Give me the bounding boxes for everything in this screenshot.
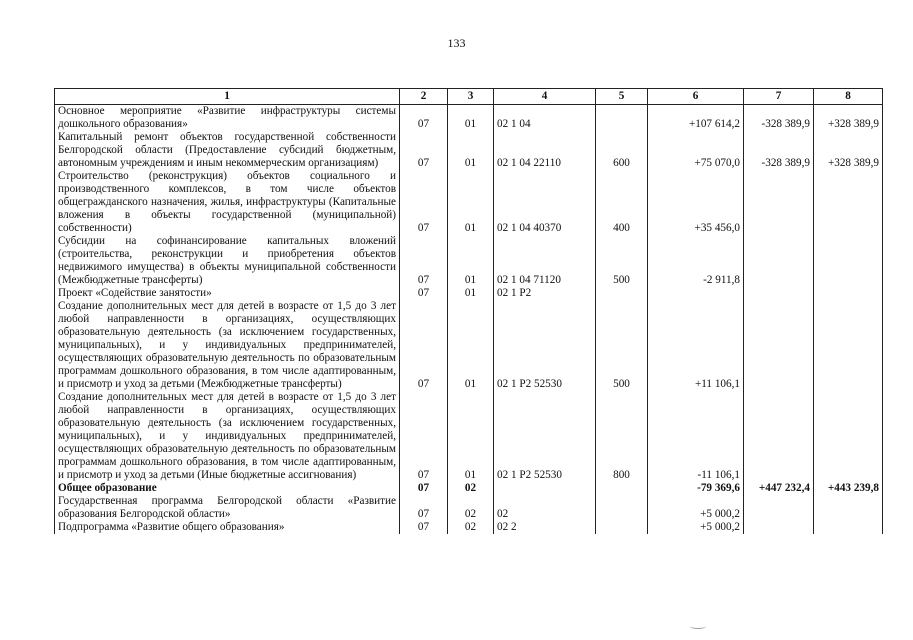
cell-target-article: 02 1 P2 52530 (494, 300, 596, 391)
table-row (55, 300, 883, 391)
cell-description: Субсидии на софинансирование капитальных вложений (строительства, реконструкции и приобретения объектов недвижимого имущества) в объекты муниципальной собственности (Межбюджетные трансферты) (55, 235, 400, 287)
cell-target-article: 02 1 04 40370 (494, 170, 596, 235)
cell-expense-type (596, 287, 648, 300)
cell-expense-type: 800 (596, 391, 648, 482)
cell-amount-col7 (744, 300, 814, 391)
cell-description: Строительство (реконструкция) объектов социального и производственного комплексов, в том числе объектов общегражданского назначения, жилья, инфраструктуры (Капитальные вложения в объекты государственной (муниципальной) собственности) (55, 170, 400, 235)
cell-subsection: 01 (448, 170, 494, 235)
cell-subsection: 01 (448, 287, 494, 300)
cell-amount-col6: +5 000,2 (648, 495, 744, 521)
cell-target-article (494, 482, 596, 495)
cell-expense-type (596, 105, 648, 132)
cell-subsection: 01 (448, 300, 494, 391)
cell-expense-type (596, 521, 648, 534)
cell-amount-col8 (814, 521, 883, 534)
cell-section: 07 (400, 482, 448, 495)
cell-description: Основное мероприятие «Развитие инфраструктуры системы дошкольного образования» (55, 105, 400, 132)
cell-section: 07 (400, 391, 448, 482)
cell-amount-col7 (744, 235, 814, 287)
cell-amount-col6: +107 614,2 (648, 105, 744, 132)
table-row (55, 495, 883, 521)
cell-description: Подпрограмма «Развитие общего образования» (55, 521, 400, 534)
header-col-5: 5 (596, 89, 648, 105)
cell-amount-col8 (814, 391, 883, 482)
cell-amount-col7: -328 389,9 (744, 105, 814, 132)
cell-target-article: 02 2 (494, 521, 596, 534)
cell-subsection: 02 (448, 521, 494, 534)
pen-mark (690, 624, 706, 629)
cell-section: 07 (400, 131, 448, 170)
cell-amount-col7 (744, 495, 814, 521)
cell-expense-type (596, 495, 648, 521)
cell-amount-col8 (814, 170, 883, 235)
cell-amount-col7: +447 232,4 (744, 482, 814, 495)
cell-subsection: 01 (448, 131, 494, 170)
table-row (55, 131, 883, 170)
cell-amount-col7 (744, 287, 814, 300)
cell-description: Создание дополнительных мест для детей в возрасте от 1,5 до 3 лет любой направленности в организациях, осуществляющих образовательную деятельность (за исключением государственных, муниципальных), и у индивидуальных предпринимателей, осуществляющих образовательную деятельность по образовательным программам дошкольного образования, в том числе адаптированным, и присмотр и уход за детьми (Иные бюджетные ассигнования) (55, 391, 400, 482)
cell-amount-col8: +328 389,9 (814, 105, 883, 132)
cell-amount-col7: -328 389,9 (744, 131, 814, 170)
cell-amount-col7 (744, 521, 814, 534)
table-row (55, 105, 883, 132)
cell-subsection: 02 (448, 495, 494, 521)
cell-description: Создание дополнительных мест для детей в возрасте от 1,5 до 3 лет любой направленности в организациях, осуществляющих образовательную деятельность (за исключением государственных, муниципальных), и у индивидуальных предпринимателей, осуществляющих образовательную деятельность по образовательным программам дошкольного образования, в том числе адаптированным, и присмотр и уход за детьми (Межбюджетные трансферты) (55, 300, 400, 391)
header-col-4: 4 (494, 89, 596, 105)
cell-amount-col8: +328 389,9 (814, 131, 883, 170)
cell-amount-col6: -11 106,1 (648, 391, 744, 482)
cell-amount-col6: +75 070,0 (648, 131, 744, 170)
cell-target-article: 02 1 P2 52530 (494, 391, 596, 482)
table-row (55, 170, 883, 235)
cell-amount-col8: +443 239,8 (814, 482, 883, 495)
cell-subsection: 01 (448, 391, 494, 482)
cell-expense-type (596, 482, 648, 495)
header-col-3: 3 (448, 89, 494, 105)
cell-section: 07 (400, 300, 448, 391)
cell-target-article: 02 1 P2 (494, 287, 596, 300)
budget-table (54, 88, 883, 534)
cell-subsection: 01 (448, 235, 494, 287)
cell-amount-col6: +5 000,2 (648, 521, 744, 534)
cell-amount-col8 (814, 300, 883, 391)
cell-amount-col6 (648, 287, 744, 300)
header-col-6: 6 (648, 89, 744, 105)
header-row (55, 89, 883, 105)
cell-description: Проект «Содействие занятости» (55, 287, 400, 300)
cell-target-article: 02 1 04 (494, 105, 596, 132)
cell-section: 07 (400, 170, 448, 235)
cell-target-article: 02 1 04 22110 (494, 131, 596, 170)
cell-amount-col8 (814, 287, 883, 300)
cell-section: 07 (400, 521, 448, 534)
table-row (55, 287, 883, 300)
cell-expense-type: 400 (596, 170, 648, 235)
table-row (55, 482, 883, 495)
table-row (55, 521, 883, 534)
cell-amount-col6: +11 106,1 (648, 300, 744, 391)
cell-section: 07 (400, 235, 448, 287)
cell-expense-type: 500 (596, 235, 648, 287)
cell-amount-col8 (814, 235, 883, 287)
cell-amount-col6: +35 456,0 (648, 170, 744, 235)
cell-target-article: 02 (494, 495, 596, 521)
cell-amount-col8 (814, 495, 883, 521)
cell-target-article: 02 1 04 71120 (494, 235, 596, 287)
header-col-1: 1 (55, 89, 400, 105)
cell-section: 07 (400, 287, 448, 300)
cell-expense-type: 600 (596, 131, 648, 170)
cell-description: Капитальный ремонт объектов государственной собственности Белгородской области (Предоставление субсидий бюджетным, автономным учреждениям и иным некоммерческим организациям) (55, 131, 400, 170)
cell-section: 07 (400, 495, 448, 521)
header-col-2: 2 (400, 89, 448, 105)
cell-expense-type: 500 (596, 300, 648, 391)
page-number: 133 (447, 36, 466, 50)
table-row (55, 235, 883, 287)
cell-description: Государственная программа Белгородской области «Развитие образования Белгородской области» (55, 495, 400, 521)
table-body (55, 105, 883, 535)
cell-amount-col6: -2 911,8 (648, 235, 744, 287)
header-col-7: 7 (744, 89, 814, 105)
cell-section: 07 (400, 105, 448, 132)
cell-amount-col7 (744, 170, 814, 235)
cell-amount-col6: -79 369,6 (648, 482, 744, 495)
cell-subsection: 02 (448, 482, 494, 495)
cell-amount-col7 (744, 391, 814, 482)
header-col-8: 8 (814, 89, 883, 105)
cell-description: Общее образование (55, 482, 400, 495)
table-row (55, 391, 883, 482)
cell-subsection: 01 (448, 105, 494, 132)
